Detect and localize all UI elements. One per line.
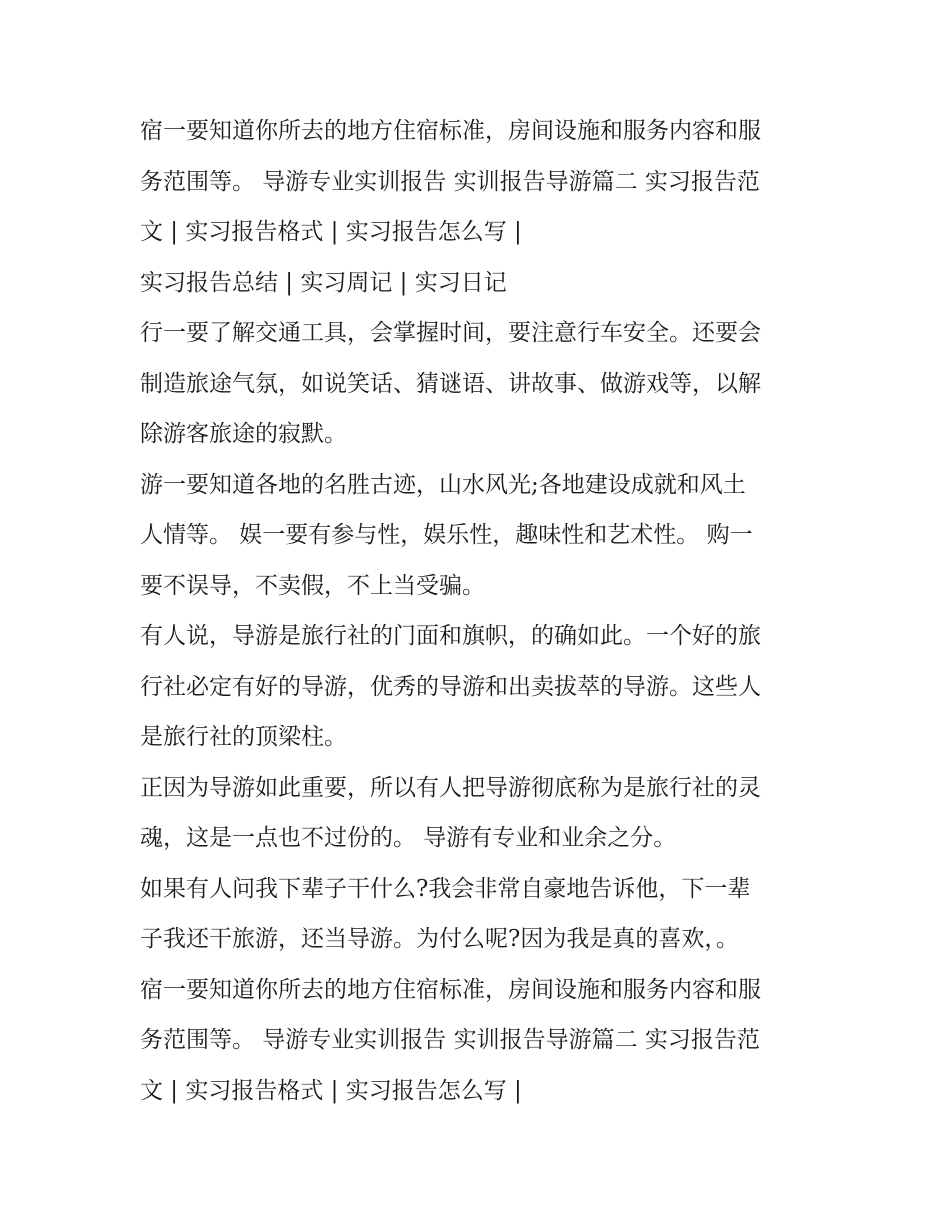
paragraph-next-life: 如果有人问我下辈子干什么?我会非常自豪地告诉他，下一辈 子我还干旅游，还当导游。为付么呢?因为我是真的喜欢，。 [140,875,751,952]
paragraph-accommodation-repeat: 宿一要知道你所去的地方住宿标准，房间设施和服务内容和服 务范围等。 导游专业实训报告 实训报告导游篇二 实习报告范 文 | 实习报告格式 | 实习报告怎么写 | [140,976,761,1104]
paragraph-guide-soul: 正因为导游如此重要，所以有人把导游彻底称为是旅行社的灵 魂，这是一点也不过份的。 导游有专业和业余之分。 [140,774,761,851]
paragraph-report-links: 实习报告总结 | 实习周记 | 实习日记 [140,269,507,296]
paragraph-guide-importance: 有人说，导游是旅行社的门面和旗帜，的确如此。一个好的旅 行社必定有好的导游，优秀的导游和出卖拔萃的导游。这些人 是旅行社的顶梁柱。 [140,623,761,750]
paragraph-transport: 行一要了解交通工具，会掌握时间，要注意行车安全。还要会 制造旅途气氛，如说笑话、猜谜语、讲故事、做游戏等，以解 除游客旅途的寂默。 [140,320,761,447]
paragraph-accommodation: 宿一要知道你所去的地方住宿标准，房间设施和服务内容和服 务范围等。 导游专业实训报告 实训报告导游篇二 实习报告范 文 | 实习报告格式 | 实习报告怎么写 | [140,118,761,245]
paragraph-sightseeing: 游一要知道各地的名胜古迹，山水风光;各地建设成就和风土 人情等。 娱一要有参与性，娱乐性，趣味性和艺术性。 购一 要不误导，不卖假，不上当受骗。 [140,471,753,599]
document-body [140,106,820,1116]
